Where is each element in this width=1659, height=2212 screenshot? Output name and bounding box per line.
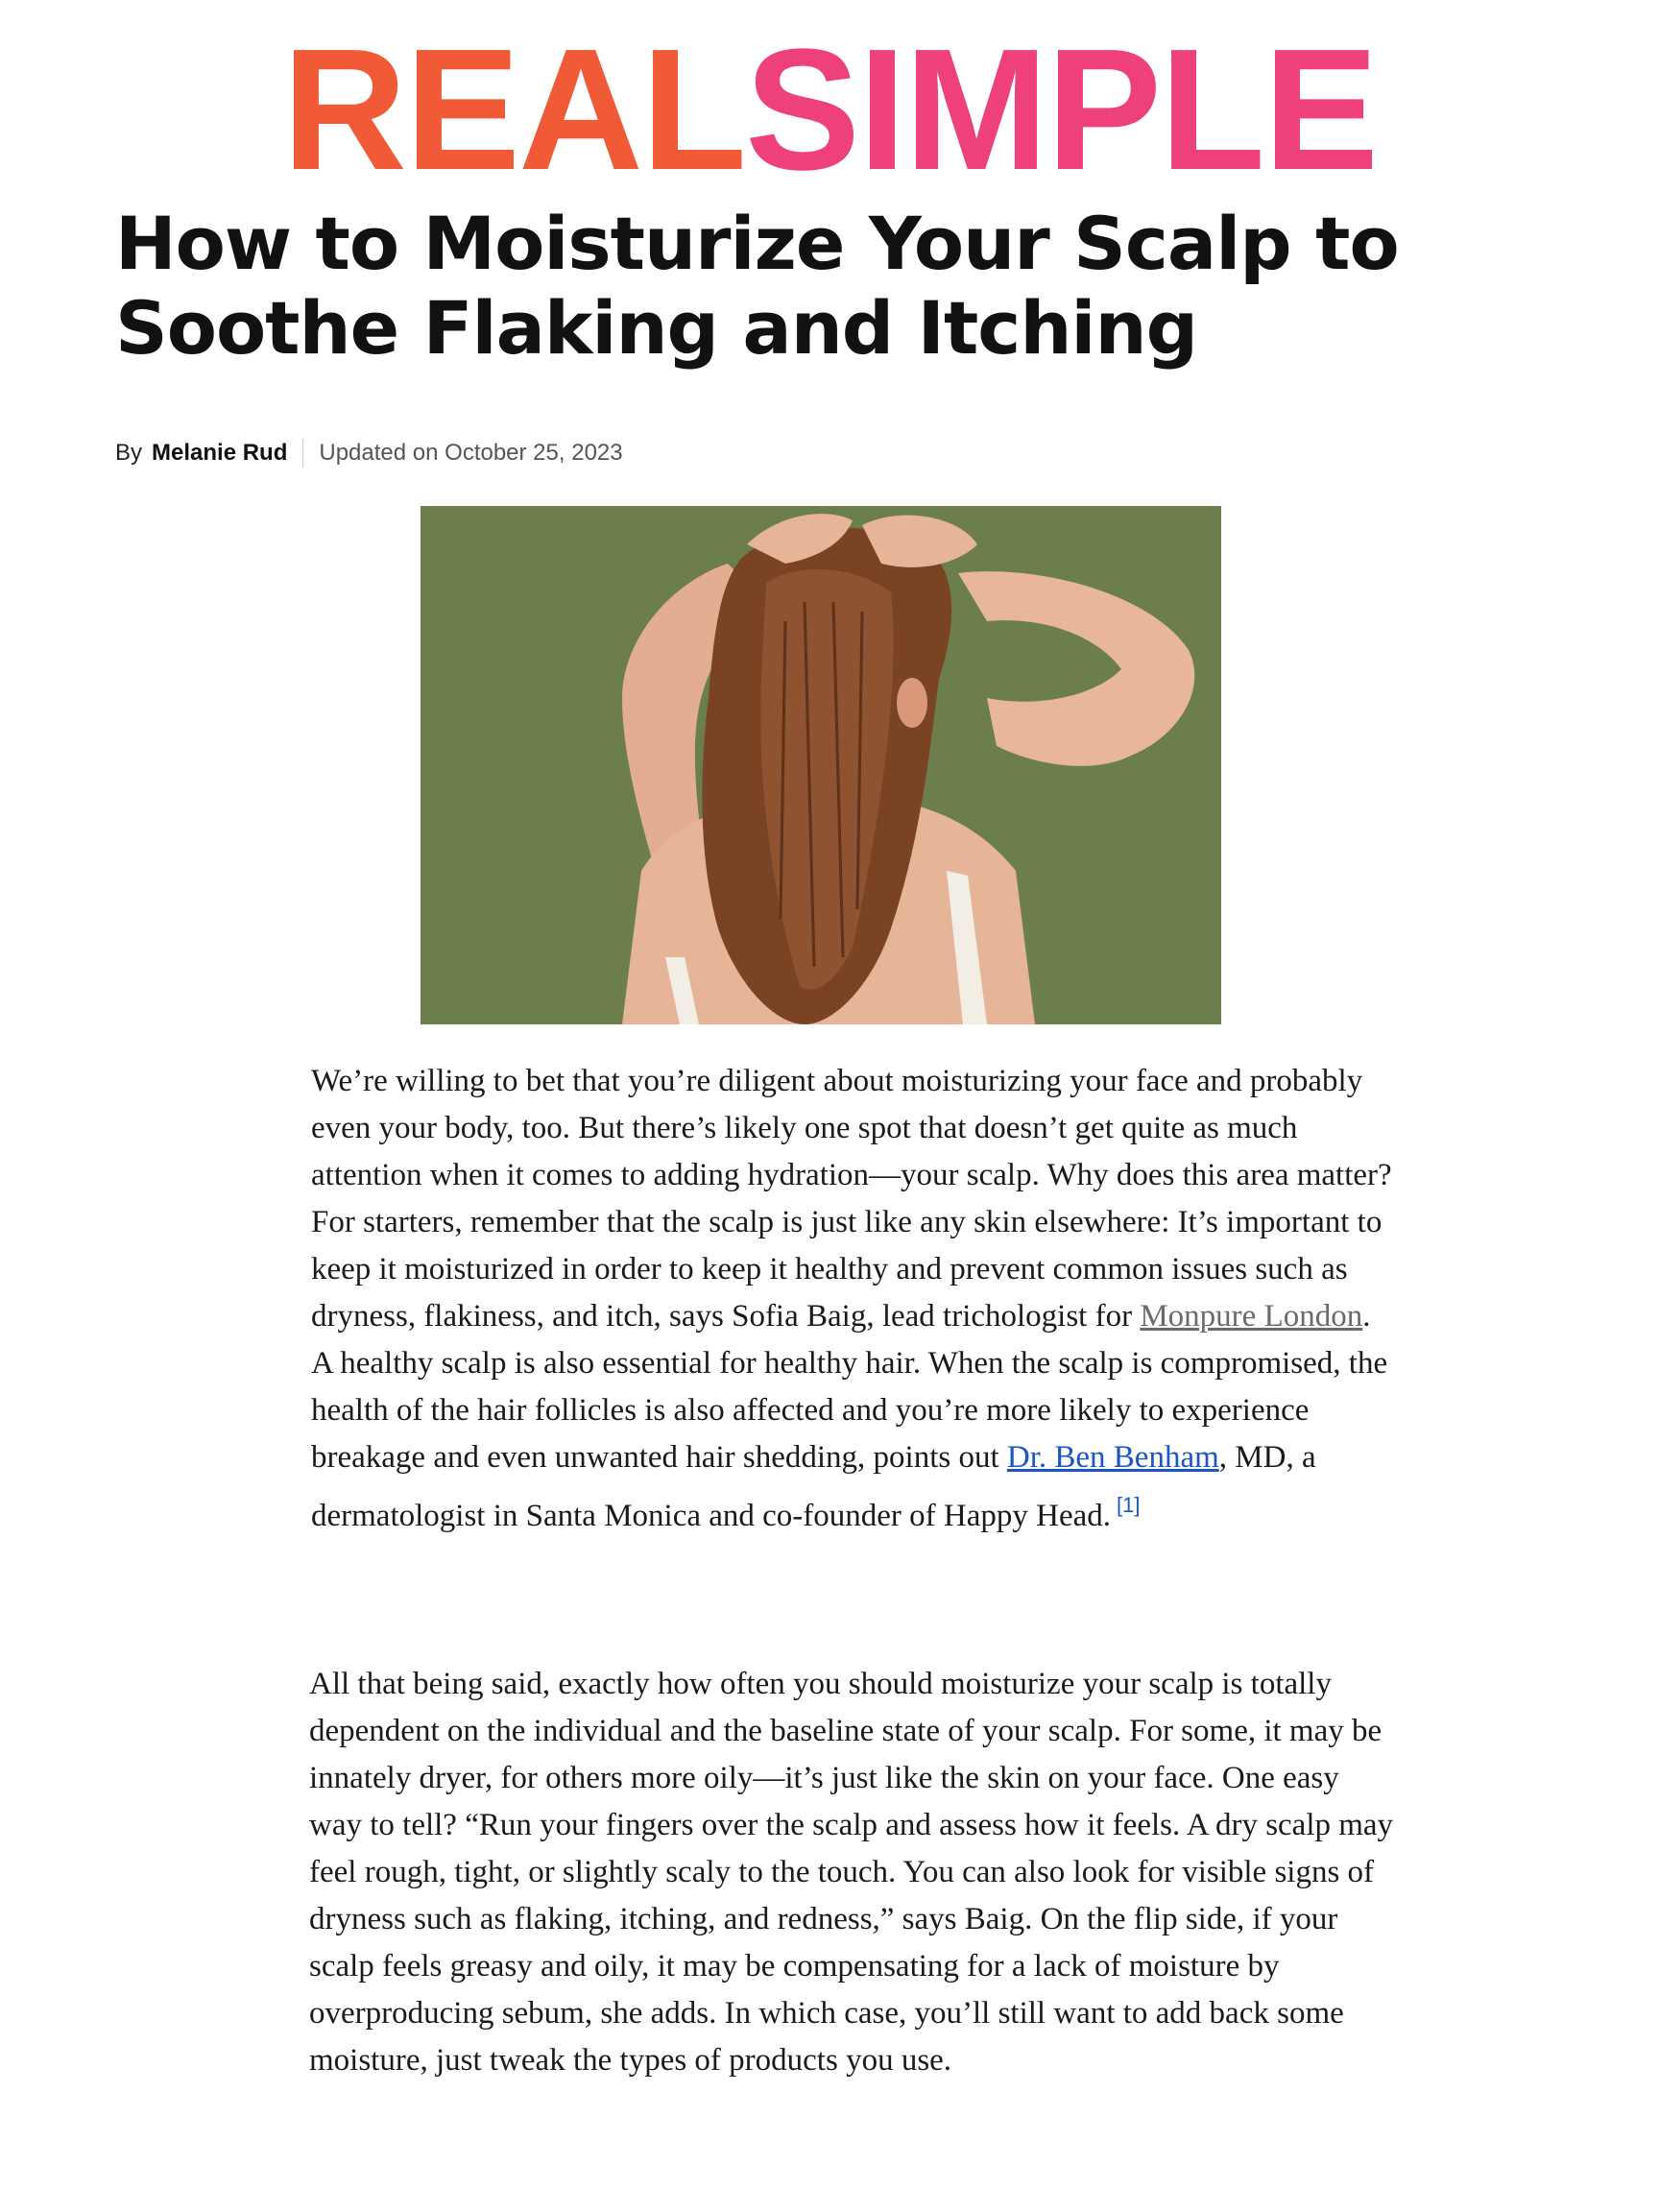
article-headline: How to Moisturize Your Scalp to Soothe Flaking and Itching [115,201,1399,371]
updated-date: Updated on October 25, 2023 [319,440,623,466]
hero-illustration [421,506,1221,1024]
paragraph-1-text-b: . A healthy scalp is also essential for healthy hair. When the scalp is compromised, the health of the hair follicles is also affected and you’re more likely to experience breakage and even unwanted hair shedding, points out [311,1299,1388,1475]
author-link[interactable]: Melanie Rud [152,440,288,466]
hero-image [421,506,1221,1024]
paragraph-1-text-a: We’re willing to bet that you’re diligent about moisturizing your face and probably even your body, too. But there’s likely one spot that doesn’t get quite as much attention when it comes to adding hydration—your scalp. Why does this area matter? For starters, remember that the scalp is just like any skin elsewhere: It’s important to keep it moisturized in order to keep it healthy and prevent common issues such as dryness, flakiness, and itch, says Sofia Baig, lead trichologist for [311,1064,1392,1334]
article-paragraph-2: All that being said, exactly how often you should moisturize your scalp is totally dependent on the individual and the baseline state of your scalp. For some, it may be innately dryer, for others more oily—it’s just like the skin on your face. One easy way to tell? “Run your fingers over the scalp and assess how it feels. A dry scalp may feel rough, tight, or slightly scaly to the touch. You can also look for visible signs of dryness such as flaking, itching, and redness,” says Baig. On the flip side, if your scalp feels greasy and oily, it may be compensating for a lack of moisture by overproducing sebum, she adds. In which case, you’ll still want to add back some moisture, just tweak the types of products you use. [309,1667,1394,2078]
logo-word-simple: SIMPLE [744,13,1378,206]
article-paragraph-1 [311,1058,1396,1540]
citation-link[interactable]: [1] [1117,1493,1141,1517]
monpure-london-link[interactable]: Monpure London [1140,1299,1363,1334]
paragraph-1-text-c: , MD, a dermatologist in Santa Monica and co-founder of Happy Head. [311,1440,1316,1533]
logo-word-real: REAL [281,13,745,206]
byline-divider [302,439,303,468]
site-logo[interactable] [0,13,1659,206]
byline-prefix: By [115,440,143,466]
ben-benham-link[interactable]: Dr. Ben Benham [1006,1440,1219,1475]
byline [115,434,623,472]
